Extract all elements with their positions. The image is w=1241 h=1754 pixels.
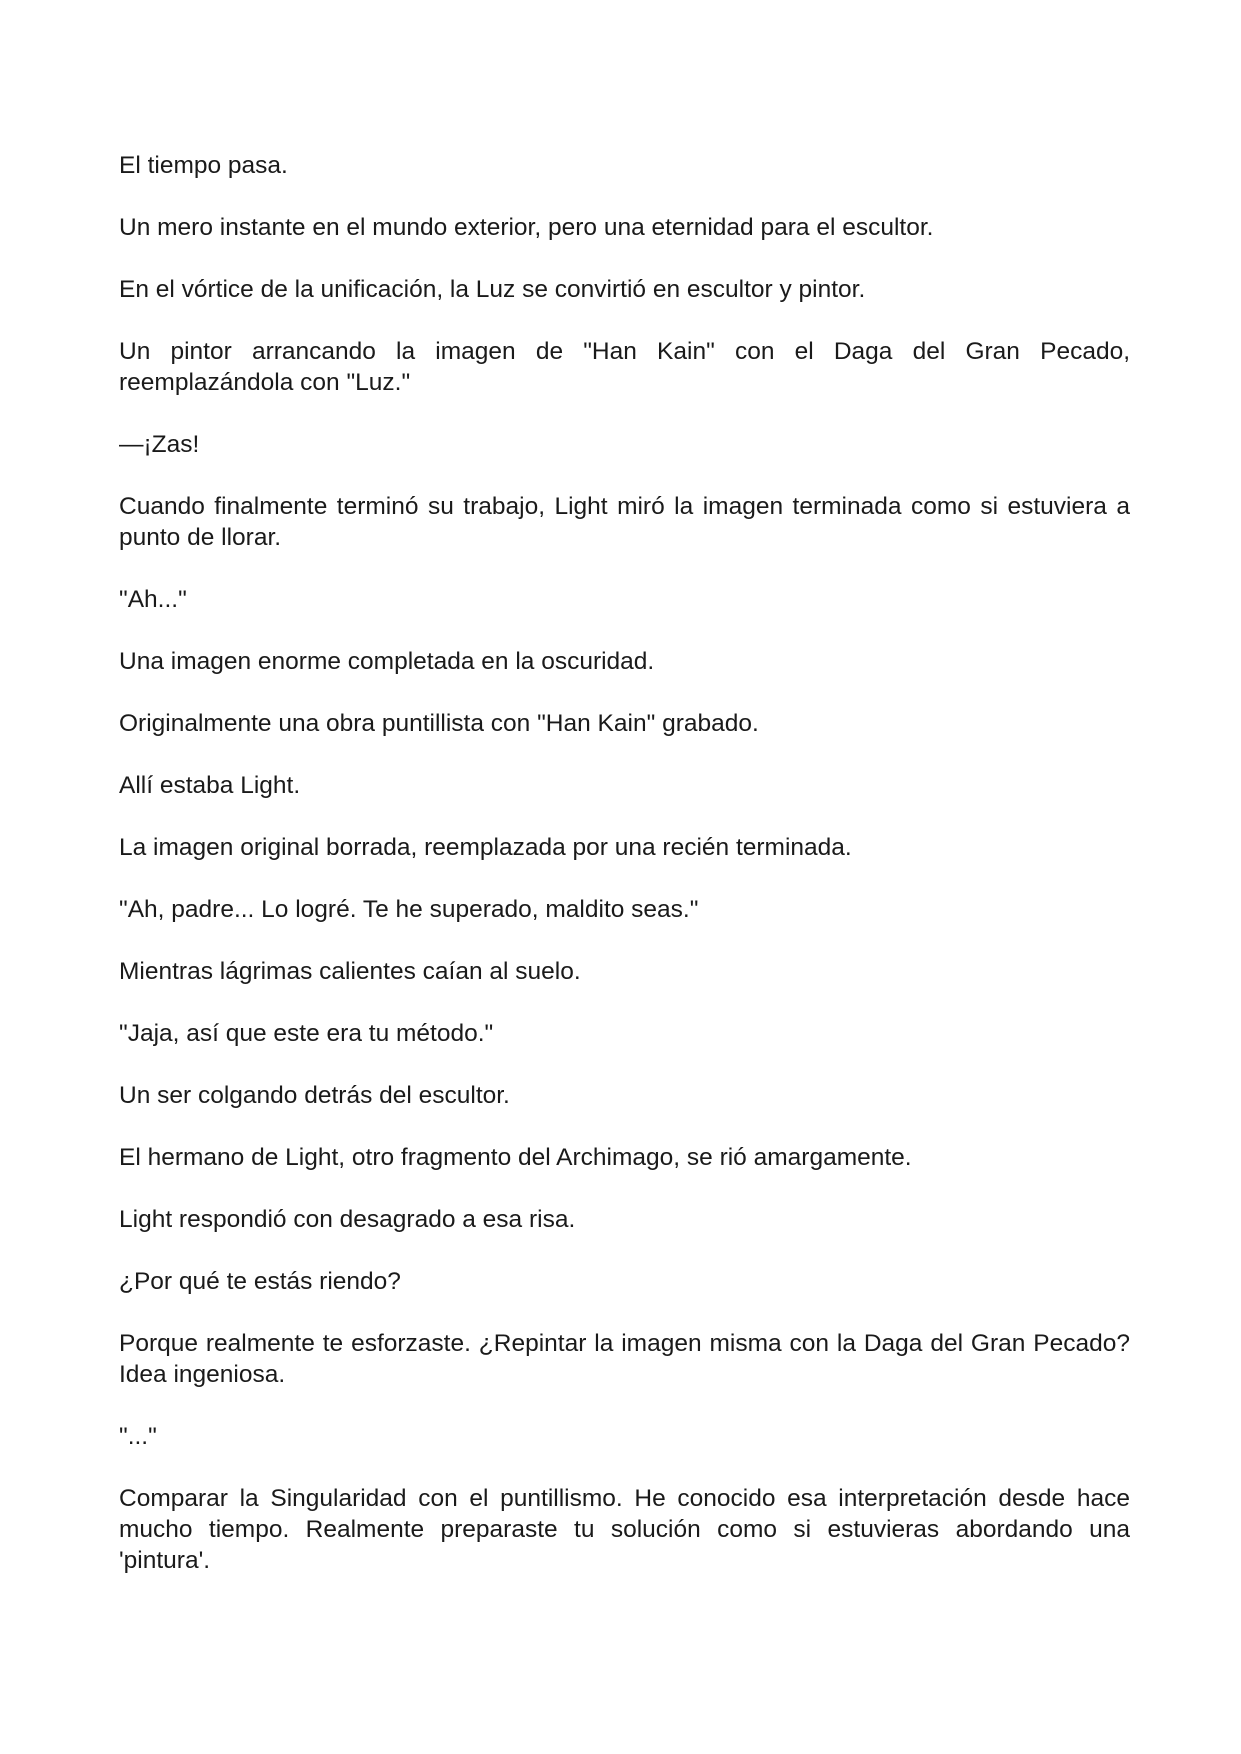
- paragraph: Un ser colgando detrás del escultor.: [119, 1082, 510, 1109]
- paragraph: Porque realmente te esforzaste. ¿Repintar la imagen misma con la Daga del Gran Pecado? Idea ingeniosa.: [119, 1330, 1130, 1388]
- paragraph: Un pintor arrancando la imagen de "Han Kain" con el Daga del Gran Pecado, reemplazándola con "Luz.": [119, 338, 1130, 396]
- paragraph: El tiempo pasa.: [119, 152, 288, 179]
- paragraph: Un mero instante en el mundo exterior, pero una eternidad para el escultor.: [119, 214, 934, 241]
- paragraph: El hermano de Light, otro fragmento del Archimago, se rió amargamente.: [119, 1144, 912, 1171]
- text-body: [119, 150, 1130, 1607]
- paragraph: "Ah, padre... Lo logré. Te he superado, maldito seas.": [119, 896, 699, 923]
- paragraph: En el vórtice de la unificación, la Luz se convirtió en escultor y pintor.: [119, 276, 866, 303]
- paragraph: —¡Zas!: [119, 431, 200, 458]
- paragraph: La imagen original borrada, reemplazada por una recién terminada.: [119, 834, 852, 861]
- paragraph: "Ah...": [119, 586, 187, 613]
- paragraph: "...": [119, 1423, 157, 1450]
- paragraph: Light respondió con desagrado a esa risa.: [119, 1206, 576, 1233]
- paragraph: Mientras lágrimas calientes caían al suelo.: [119, 958, 581, 985]
- paragraph: Originalmente una obra puntillista con "Han Kain" grabado.: [119, 710, 759, 737]
- paragraph: Una imagen enorme completada en la oscuridad.: [119, 648, 655, 675]
- paragraph: "Jaja, así que este era tu método.": [119, 1020, 494, 1047]
- paragraph: ¿Por qué te estás riendo?: [119, 1268, 401, 1295]
- paragraph: Comparar la Singularidad con el puntillismo. He conocido esa interpretación desde hace mucho tiempo. Realmente preparaste tu solución como si estuvieras abordando una 'pintura'.: [119, 1485, 1130, 1574]
- paragraph: Cuando finalmente terminó su trabajo, Light miró la imagen terminada como si estuviera a punto de llorar.: [119, 493, 1130, 551]
- paragraph: Allí estaba Light.: [119, 772, 301, 799]
